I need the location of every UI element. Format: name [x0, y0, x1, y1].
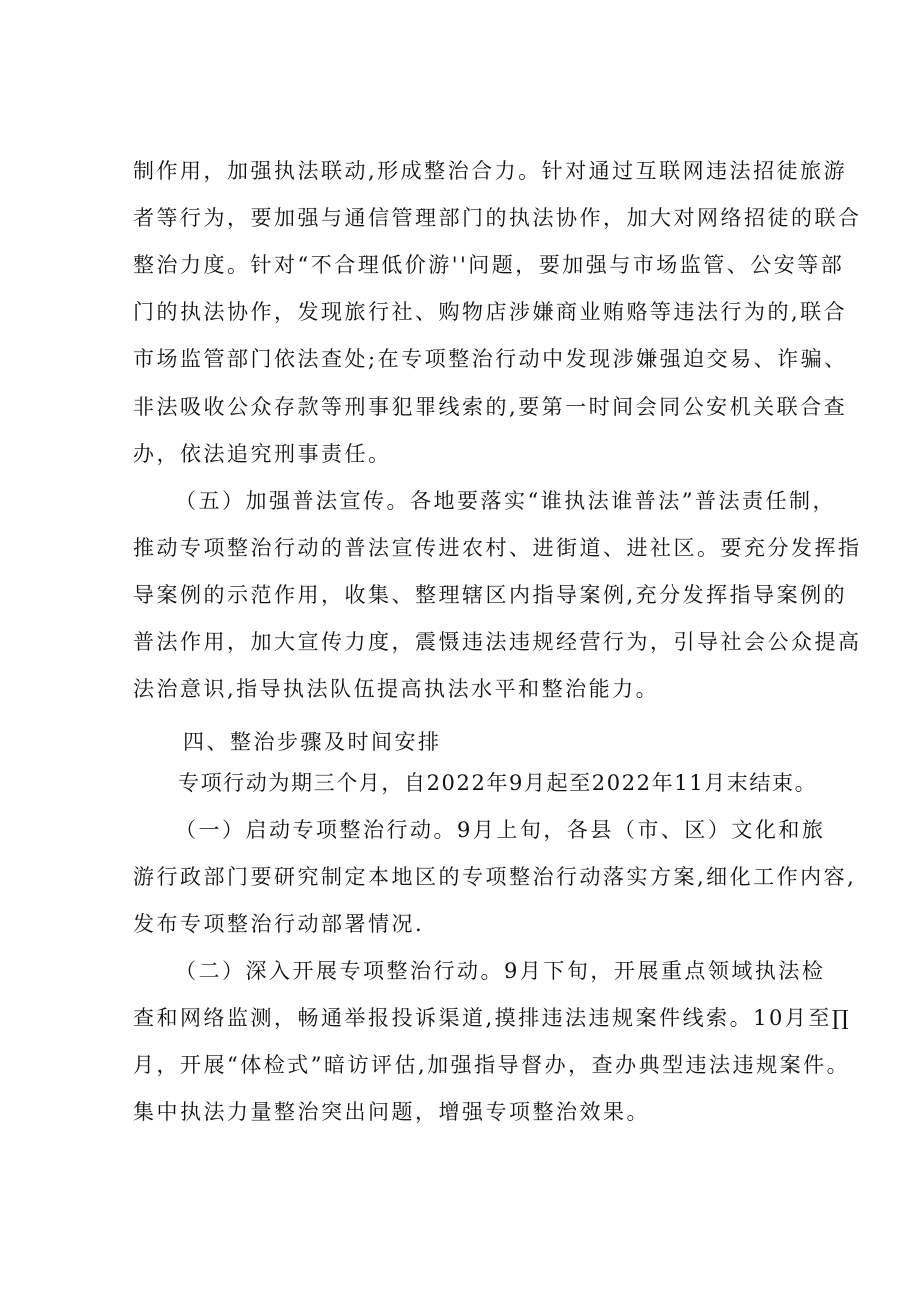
text-line: 非法吸收公众存款等刑事犯罪线索的,要第一时间会同公安机关联合查 [133, 395, 848, 419]
text-line: （一）启动专项整治行动。9月上旬，各县（市、区）文化和旅 [175, 818, 826, 842]
text-line: 专项行动为期三个月，自2022年9月起至2022年11月末结束。 [178, 771, 818, 795]
text-line: 法治意识,指导执法队伍提高执法水平和整治能力。 [133, 677, 660, 701]
text-line: 门的执法协作，发现旅行社、购物店涉嫌商业贿赂等违法行为的,联合 [133, 300, 848, 324]
text-line: 整治力度。针对“不合理低价游''问题，要加强与市场监管、公安等部 [133, 253, 845, 277]
text-line: 者等行为，要加强与通信管理部门的执法协作，加大对网络招徒的联合 [133, 206, 862, 230]
section-heading: 四、整治步骤及时间安排 [183, 730, 442, 754]
text-line: 推动专项整治行动的普法宣传进农村、进街道、进社区。要充分发挥指 [133, 536, 862, 560]
text-line: 查和网络监测，畅通举报投诉渠道,摸排违法违规案件线索。10月至∏ [133, 1006, 852, 1030]
text-line: 集中执法力量整治突出问题，增强专项整治效果。 [133, 1100, 650, 1124]
text-line: 制作用，加强执法联动,形成整治合力。针对通过互联网违法招徒旅游 [133, 159, 848, 183]
text-line: （五）加强普法宣传。各地要落实“谁执法谁普法”普法责任制， [175, 489, 836, 513]
text-line: 发布专项整治行动部署情况. [133, 912, 425, 936]
text-line: 月，开展“体检式”暗访评估,加强指导督办，查办典型违法违规案件。 [133, 1053, 851, 1077]
text-line: 游行政部门要研究制定本地区的专项整治行动落实方案,细化工作内容, [133, 865, 857, 889]
text-line: 普法作用，加大宣传力度，震慑违法违规经营行为，引导社会公众提高 [133, 630, 862, 654]
text-line: （二）深入开展专项整治行动。9月下旬，开展重点领域执法检 [175, 959, 826, 983]
text-line: 导案例的示范作用，收集、整理辖区内指导案例,充分发挥指导案例的 [133, 583, 848, 607]
text-line: 办，依法追究刑事责任。 [133, 442, 392, 466]
text-line: 市场监管部门依法查处;在专项整治行动中发现涉嫌强迫交易、诈骗、 [133, 347, 848, 371]
